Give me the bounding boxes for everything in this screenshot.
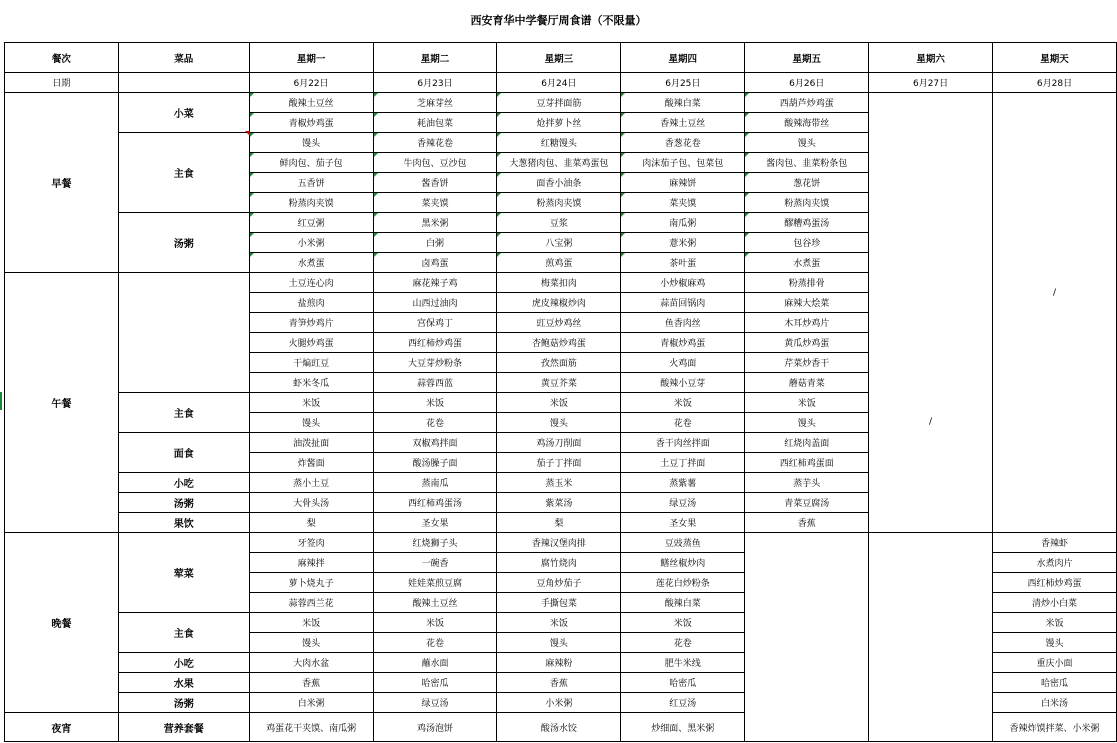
header-day[interactable]: 星期四 [621,43,745,73]
menu-item[interactable]: 米饭 [497,613,621,633]
category-guoyin[interactable]: 果饮 [118,513,249,533]
date-cell[interactable]: 6月22日 [249,73,373,93]
menu-item[interactable]: 香蕉 [745,513,869,533]
menu-item[interactable]: 油泼扯面 [249,433,373,453]
menu-item[interactable]: 西红柿鸡蛋汤 [373,493,497,513]
menu-item[interactable]: 哈密瓜 [373,673,497,693]
menu-item[interactable]: 蘸水面 [373,653,497,673]
saturday-dinner-empty[interactable] [869,533,993,742]
menu-item[interactable]: 粉蒸肉夹馍 [497,193,621,213]
menu-item[interactable]: 酸辣海带丝 [745,113,869,133]
menu-item[interactable]: 薏米粥 [621,233,745,253]
sunday-item[interactable]: 清炒小白菜 [992,593,1116,613]
menu-item[interactable]: 紫菜汤 [497,493,621,513]
menu-item[interactable]: 面香小油条 [497,173,621,193]
menu-item[interactable]: 蒸小土豆 [249,473,373,493]
menu-item[interactable]: 蒜苗回锅肉 [621,293,745,313]
menu-item[interactable]: 茄子丁拌面 [497,453,621,473]
menu-item[interactable]: 大葱猪肉包、韭菜鸡蛋包 [497,153,621,173]
menu-item[interactable]: 白米粥 [249,693,373,713]
category-xiyang[interactable]: 营养套餐 [118,713,249,742]
menu-item[interactable]: 杏鲍菇炒鸡蛋 [497,333,621,353]
menu-item[interactable]: 耗油包菜 [373,113,497,133]
menu-item[interactable]: 干煸豇豆 [249,353,373,373]
date-cell[interactable]: 6月25日 [621,73,745,93]
menu-item[interactable]: 西红柿炒鸡蛋 [373,333,497,353]
category-zhushi[interactable]: 主食 [118,393,249,433]
menu-item[interactable]: 火腿炒鸡蛋 [249,333,373,353]
menu-item[interactable]: 米饭 [745,393,869,413]
menu-item[interactable]: 米饭 [249,613,373,633]
menu-item[interactable]: 手撕包菜 [497,593,621,613]
menu-item[interactable]: 炒细面、黑米粥 [621,713,745,742]
menu-item[interactable]: 西葫芦炒鸡蛋 [745,93,869,113]
menu-item[interactable]: 麻辣大烩菜 [745,293,869,313]
menu-item[interactable]: 米饭 [373,613,497,633]
menu-item[interactable]: 麻辣饼 [621,173,745,193]
menu-item[interactable]: 豆芽拌面筋 [497,93,621,113]
menu-item[interactable]: 鸡汤泡饼 [373,713,497,742]
menu-item[interactable]: 五香饼 [249,173,373,193]
menu-item[interactable]: 馒头 [497,633,621,653]
menu-item[interactable]: 小米粥 [249,233,373,253]
menu-item[interactable]: 粉蒸肉夹馍 [745,193,869,213]
category-xiaochi[interactable]: 小吃 [118,473,249,493]
menu-item[interactable]: 大豆芽炒粉条 [373,353,497,373]
section-breakfast[interactable]: 早餐 [5,93,119,273]
menu-item[interactable]: 圣女果 [373,513,497,533]
menu-item[interactable]: 葱花饼 [745,173,869,193]
menu-item[interactable]: 香辣花卷 [373,133,497,153]
menu-item[interactable]: 牛肉包、豆沙包 [373,153,497,173]
date-cell[interactable]: 6月24日 [497,73,621,93]
menu-item[interactable]: 香辣汉堡肉排 [497,533,621,553]
menu-item[interactable]: 大肉水盆 [249,653,373,673]
category-zhushi[interactable]: 主食 [118,613,249,653]
menu-item[interactable]: 莲花白炒粉条 [621,573,745,593]
header-dish[interactable]: 菜品 [118,43,249,73]
menu-item[interactable]: 鳝丝椒炒肉 [621,553,745,573]
menu-item[interactable]: 豆角炒茄子 [497,573,621,593]
menu-item[interactable]: 水煮蛋 [249,253,373,273]
menu-item[interactable]: 黑米粥 [373,213,497,233]
date-cell[interactable]: 6月28日 [992,73,1116,93]
menu-item[interactable]: 虾米冬瓜 [249,373,373,393]
category-tangzhou[interactable]: 汤粥 [118,213,249,273]
sunday-item[interactable]: 米饭 [992,613,1116,633]
menu-item[interactable]: 鱼香肉丝 [621,313,745,333]
menu-item[interactable]: 梨 [497,513,621,533]
menu-item[interactable]: 馒头 [497,413,621,433]
menu-item[interactable]: 盐煎肉 [249,293,373,313]
menu-item[interactable]: 香葱花卷 [621,133,745,153]
menu-item[interactable]: 芹菜炒香干 [745,353,869,373]
menu-item[interactable]: 南瓜粥 [621,213,745,233]
menu-item[interactable]: 包谷珍 [745,233,869,253]
menu-item[interactable]: 青椒炒鸡蛋 [249,113,373,133]
date-cell[interactable]: 6月26日 [745,73,869,93]
header-day[interactable]: 星期一 [249,43,373,73]
menu-item[interactable]: 梅菜扣肉 [497,273,621,293]
category-tangzhou[interactable]: 汤粥 [118,693,249,713]
menu-item[interactable]: 腐竹烧肉 [497,553,621,573]
menu-item[interactable]: 米饭 [621,393,745,413]
menu-item[interactable]: 豆浆 [497,213,621,233]
header-meal[interactable]: 餐次 [5,43,119,73]
menu-item[interactable]: 萝卜烧丸子 [249,573,373,593]
menu-item[interactable]: 米饭 [621,613,745,633]
menu-item[interactable]: 香辣土豆丝 [621,113,745,133]
menu-item[interactable]: 鸡汤刀削面 [497,433,621,453]
menu-item[interactable]: 红烧狮子头 [373,533,497,553]
menu-item[interactable]: 蒸紫薯 [621,473,745,493]
menu-item[interactable]: 炝拌萝卜丝 [497,113,621,133]
menu-item[interactable]: 黄豆芥菜 [497,373,621,393]
menu-item[interactable]: 青菜豆腐汤 [745,493,869,513]
date-blank[interactable] [118,73,249,93]
menu-item[interactable]: 肉沫茄子包、包菜包 [621,153,745,173]
menu-item[interactable]: 炸酱面 [249,453,373,473]
saturday-lunch[interactable]: / [869,273,993,533]
weekly-menu-table [4,42,1117,742]
sunday-item[interactable]: 馒头 [992,633,1116,653]
menu-item[interactable]: 西红柿鸡蛋面 [745,453,869,473]
menu-item[interactable]: 酸汤臊子面 [373,453,497,473]
date-label[interactable]: 日期 [5,73,119,93]
menu-item[interactable]: 牙签肉 [249,533,373,553]
menu-item[interactable]: 馒头 [249,133,373,153]
sunday-item[interactable]: 重庆小面 [992,653,1116,673]
menu-item[interactable]: 大骨头汤 [249,493,373,513]
menu-item[interactable]: 卤鸡蛋 [373,253,497,273]
menu-item[interactable]: 酸辣白菜 [621,93,745,113]
menu-item[interactable]: 小米粥 [497,693,621,713]
menu-item[interactable]: 圣女果 [621,513,745,533]
menu-item[interactable]: 木耳炒鸡片 [745,313,869,333]
menu-item[interactable]: 酸辣土豆丝 [249,93,373,113]
menu-item[interactable]: 双椒鸡拌面 [373,433,497,453]
category-zhushi[interactable]: 主食 [118,133,249,213]
sunday-item[interactable]: 香辣炸馍拌菜、小米粥 [992,713,1116,742]
category-blank[interactable] [118,273,249,393]
menu-item[interactable]: 花卷 [373,413,497,433]
header-day[interactable]: 星期六 [869,43,993,73]
menu-item[interactable]: 红豆汤 [621,693,745,713]
menu-item[interactable]: 水煮蛋 [745,253,869,273]
menu-item[interactable]: 香蕉 [249,673,373,693]
menu-item[interactable]: 红烧肉盖面 [745,433,869,453]
menu-item[interactable]: 蒸玉米 [497,473,621,493]
menu-title: 西安育华中学餐厅周食谱（不限量） [470,14,647,27]
saturday-breakfast[interactable] [869,93,993,273]
header-day[interactable]: 星期五 [745,43,869,73]
menu-item[interactable]: 粉蒸排骨 [745,273,869,293]
menu-item[interactable]: 馒头 [745,413,869,433]
menu-item[interactable]: 蒜蓉西兰花 [249,593,373,613]
menu-item[interactable]: 米饭 [373,393,497,413]
section-night[interactable]: 夜宵 [5,713,119,742]
section-dinner[interactable]: 晚餐 [5,533,119,713]
menu-item[interactable]: 米饭 [249,393,373,413]
menu-item[interactable]: 山西过油肉 [373,293,497,313]
menu-item[interactable]: 绿豆汤 [621,493,745,513]
menu-item[interactable]: 酸汤水饺 [497,713,621,742]
menu-item[interactable]: 豆豉蒸鱼 [621,533,745,553]
menu-item[interactable]: 花卷 [621,413,745,433]
menu-item[interactable]: 馒头 [745,133,869,153]
header-day[interactable]: 星期三 [497,43,621,73]
menu-item[interactable]: 馒头 [249,413,373,433]
menu-item[interactable]: 哈密瓜 [621,673,745,693]
date-cell[interactable]: 6月27日 [869,73,993,93]
menu-item[interactable]: 麻辣粉 [497,653,621,673]
menu-item[interactable]: 小炒椒麻鸡 [621,273,745,293]
menu-item[interactable]: 火鸡面 [621,353,745,373]
sunday-item[interactable]: 白米汤 [992,693,1116,713]
menu-item[interactable]: 青笋炒鸡片 [249,313,373,333]
header-day[interactable]: 星期天 [992,43,1116,73]
menu-item[interactable]: 梨 [249,513,373,533]
menu-item[interactable]: 红糖馒头 [497,133,621,153]
menu-item[interactable]: 肥牛米线 [621,653,745,673]
menu-item[interactable]: 一碗香 [373,553,497,573]
menu-item[interactable]: 香蕉 [497,673,621,693]
menu-item[interactable]: 黄瓜炒鸡蛋 [745,333,869,353]
menu-item[interactable]: 醪糟鸡蛋汤 [745,213,869,233]
menu-item[interactable]: 红豆粥 [249,213,373,233]
menu-item[interactable]: 馒头 [249,633,373,653]
row-selection-marker [0,392,2,410]
menu-item[interactable]: 花卷 [621,633,745,653]
menu-item[interactable]: 酸辣小豆芽 [621,373,745,393]
comment-indicator [245,131,250,136]
menu-item[interactable]: 酸辣土豆丝 [373,593,497,613]
category-tangzhou[interactable]: 汤粥 [118,493,249,513]
menu-item[interactable]: 酱肉包、韭菜粉条包 [745,153,869,173]
menu-item[interactable]: 鸡蛋花干夹馍、南瓜粥 [249,713,373,742]
category-reicai[interactable]: 荤菜 [118,533,249,613]
menu-item[interactable]: 粉蒸肉夹馍 [249,193,373,213]
menu-item[interactable]: 蒜蓉西蓝 [373,373,497,393]
menu-item[interactable]: 茶叶蛋 [621,253,745,273]
menu-item[interactable]: 娃娃菜煎豆腐 [373,573,497,593]
section-lunch[interactable]: 午餐 [5,273,119,533]
menu-item[interactable]: 蘑菇青菜 [745,373,869,393]
sunday-item[interactable]: 西红柿炒鸡蛋 [992,573,1116,593]
menu-item[interactable]: 蒸南瓜 [373,473,497,493]
menu-item[interactable]: 虎皮辣椒炒肉 [497,293,621,313]
header-day[interactable]: 星期二 [373,43,497,73]
menu-item[interactable]: 宫保鸡丁 [373,313,497,333]
menu-item[interactable]: 芝麻芽丝 [373,93,497,113]
menu-item[interactable]: 豇豆炒鸡丝 [497,313,621,333]
menu-item[interactable]: 蒸芋头 [745,473,869,493]
date-cell[interactable]: 6月23日 [373,73,497,93]
menu-item[interactable]: 菜夹馍 [373,193,497,213]
menu-item[interactable]: 酱香饼 [373,173,497,193]
menu-item[interactable]: 煎鸡蛋 [497,253,621,273]
menu-item[interactable]: 青椒炒鸡蛋 [621,333,745,353]
sunday-item[interactable]: 水煮肉片 [992,553,1116,573]
category-xiaochi[interactable]: 小吃 [118,653,249,673]
menu-item[interactable]: 米饭 [497,393,621,413]
menu-item[interactable]: 孜然面筋 [497,353,621,373]
menu-item[interactable]: 麻辣拌 [249,553,373,573]
menu-item[interactable]: 土豆丁拌面 [621,453,745,473]
menu-item[interactable]: 土豆连心肉 [249,273,373,293]
sunday-item[interactable]: 哈密瓜 [992,673,1116,693]
menu-item[interactable]: 酸辣白菜 [621,593,745,613]
menu-item[interactable]: 鲜肉包、茄子包 [249,153,373,173]
menu-item[interactable]: 花卷 [373,633,497,653]
sunday-empty[interactable]: / [992,93,1116,533]
friday-dinner-empty[interactable] [745,533,869,742]
category-xiaocai[interactable]: 小菜 [118,93,249,133]
menu-item[interactable]: 八宝粥 [497,233,621,253]
category-shuiguo[interactable]: 水果 [118,673,249,693]
menu-item[interactable]: 绿豆汤 [373,693,497,713]
sunday-item[interactable]: 香辣虾 [992,533,1116,553]
menu-item[interactable]: 菜夹馍 [621,193,745,213]
menu-item[interactable]: 白粥 [373,233,497,253]
menu-item[interactable]: 麻花辣子鸡 [373,273,497,293]
category-mianshi[interactable]: 面食 [118,433,249,473]
menu-item[interactable]: 香干肉丝拌面 [621,433,745,453]
